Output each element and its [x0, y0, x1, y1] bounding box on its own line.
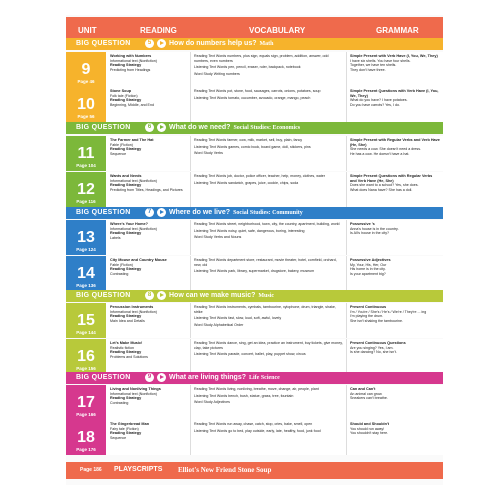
grammar-example: Is Ali's house in the city? [350, 231, 390, 236]
reading-cell [110, 422, 190, 440]
strategy-label: Reading Strategy [110, 350, 142, 355]
strategy-label: Reading Strategy [110, 183, 142, 188]
unit-badge [66, 52, 106, 87]
reading-detail: Problems and Solutions [110, 354, 148, 359]
column-divider [190, 385, 191, 420]
vocabulary-entry: Reading Text Words instruments, cymbals, tambourine, xylophone, drum, triangle, shake, strike [194, 305, 336, 314]
vocabulary-cell [194, 341, 344, 357]
unit-number: 9 [81, 61, 91, 78]
column-divider [346, 385, 347, 420]
grammar-example: Is your apartment big? [350, 271, 386, 276]
grammar-topic: Simple Present with Regular Verbs and Verb Have (He, She) [350, 138, 440, 147]
grammar-topic: Present Continuous Questions [350, 341, 406, 345]
grammar-topic: Can and Can't [350, 387, 376, 391]
question-number-badge: 5 [145, 39, 154, 48]
unit-page: Page 116 [76, 199, 96, 204]
strategy-label: Reading Strategy [110, 98, 142, 103]
big-question-text: What do we need? Social Studies: Economics [169, 124, 301, 131]
grammar-cell [350, 222, 440, 236]
unit-page: Page 104 [76, 163, 96, 168]
vocabulary-entry: Listening Text Words bench, bush, statue, grass, tree, fountain [194, 393, 294, 398]
reading-detail: Predicting from Headings [110, 67, 151, 72]
unit-number: 16 [77, 348, 95, 365]
unit-page: Page 176 [76, 447, 96, 452]
grammar-cell [350, 387, 440, 401]
column-divider [190, 172, 191, 207]
question-number-badge: 8 [145, 291, 154, 300]
unit-page: Page 166 [76, 412, 96, 417]
reading-detail: Contrasting [110, 400, 129, 405]
header-reading: READING [140, 26, 177, 35]
question-number-badge: 6 [145, 123, 154, 132]
reading-cell [110, 387, 190, 405]
big-question-subject: Social Studies: Community [233, 210, 303, 216]
unit-badge [66, 385, 106, 420]
grammar-topic: Possessive 's [350, 222, 375, 226]
reading-detail: Informational text (Nonfiction) [110, 309, 157, 314]
unit-badge [66, 87, 106, 122]
column-divider [190, 87, 191, 122]
vocabulary-entry: Reading Text Words job, doctor, police officer, teacher, help, money, clothes, water [194, 174, 325, 178]
vocabulary-entry: Reading Text Words run away, chase, catch, stop, cries, bake, smell, open [194, 422, 313, 426]
big-question-subject: Music [258, 293, 275, 299]
unit-badge [66, 339, 106, 374]
vocabulary-entry: Word Study Verbs [194, 151, 223, 156]
big-question-text: Where do we live? Social Studies: Community [169, 209, 303, 216]
unit-row [66, 420, 443, 455]
vocabulary-entry: Reading Text Words department store, restaurant, movie theater, hotel, cornfield, orchard, new, old [194, 258, 337, 267]
vocabulary-entry: Word Study Verbs and Nouns [194, 235, 242, 240]
reading-detail: Sequence [110, 435, 127, 440]
column-divider [346, 52, 347, 87]
vocabulary-cell [194, 258, 344, 274]
big-question-banner [66, 122, 443, 134]
big-question-subject: Math [259, 41, 274, 47]
strategy-label: Reading Strategy [110, 63, 142, 68]
reading-cell [110, 89, 190, 107]
grammar-cell [350, 89, 440, 107]
reading-title: City Mouse and Country Mouse [110, 258, 167, 262]
vocabulary-entry: Reading Text Words street, neighborhood, town, city, the country, apartment, building, world [194, 222, 340, 226]
reading-detail: Folk tale (Fiction) [110, 93, 138, 98]
grammar-example: I'm playing the drum. [350, 314, 384, 319]
vocabulary-entry: Word Study Alphabetical Order [194, 322, 244, 327]
grammar-cell [350, 258, 440, 276]
reading-detail: Realistic fiction [110, 345, 134, 350]
grammar-example: They don't have three. [350, 67, 386, 72]
vocabulary-cell [194, 422, 344, 433]
footer-label: PLAYSCRIPTS [114, 466, 163, 473]
strategy-label: Reading Strategy [110, 267, 142, 272]
arrow-icon [157, 373, 166, 382]
unit-badge [66, 172, 106, 207]
grammar-topic: Possessive Adjectives [350, 258, 391, 262]
unit-badge [66, 420, 106, 455]
unit-badge [66, 220, 106, 255]
vocabulary-entry: Listening Text Words tomato, cucumber, avocado, orange, mango, peach [194, 95, 311, 100]
reading-detail: Contrasting [110, 271, 129, 276]
grammar-example: He has a cow. He doesn't have a hat. [350, 151, 410, 156]
unit-page: Page 156 [76, 366, 96, 371]
strategy-label: Reading Strategy [110, 396, 142, 401]
vocabulary-entry: Reading Text Words numbers, plus sign, equals sign, problem, addition, answer, odd numbers, even numbers [194, 54, 329, 63]
question-number-badge: 7 [145, 208, 154, 217]
column-divider [346, 220, 347, 255]
grammar-topic: Simple Present with Verb Have (I, You, We, They) [350, 54, 438, 58]
vocabulary-entry: Reading Text Words farmer, cow, milk, market, sell, buy, plain, fancy [194, 138, 303, 142]
vocabulary-entry: Reading Text Words living, nonliving, breathe, move, change, air, people, plant [194, 387, 319, 391]
reading-title: The Farmer and The Hat [110, 138, 154, 142]
grammar-example: I'm / You're / She's / He's / We're / They're ... ing [350, 309, 427, 314]
reading-detail: Fairy tale (Fiction) [110, 426, 139, 431]
vocabulary-entry: Listening Text Words games, comic book, board game, doll, stickers, pins [194, 144, 311, 149]
vocabulary-entry: Listening Text Words sandwich, grapes, juice, cookie, chips, soda [194, 180, 299, 185]
vocabulary-cell [194, 54, 344, 76]
reading-detail: Informational text (Nonfiction) [110, 58, 157, 63]
column-divider [346, 172, 347, 207]
grammar-topic: Should and Shouldn't [350, 422, 390, 426]
reading-cell [110, 138, 190, 156]
big-question-label: BIG QUESTION [76, 40, 131, 47]
big-question-subject: Social Studies: Economics [233, 125, 301, 131]
question-number-badge: 9 [145, 373, 154, 382]
unit-number: 14 [77, 265, 95, 282]
unit-row [66, 87, 443, 122]
big-question-label: BIG QUESTION [76, 209, 131, 216]
grammar-example: Is she dancing? No, she isn't. [350, 350, 397, 355]
grammar-example: Sneakers can't breathe. [350, 396, 388, 401]
header-grammar: GRAMMAR [376, 26, 419, 35]
reading-detail: Main Idea and Details [110, 318, 145, 323]
footer-titles: Elliot's New Friend Stone Soup [178, 466, 272, 474]
reading-title: Stone Soup [110, 89, 132, 93]
grammar-example: Are you singing? Yes, I am. [350, 345, 394, 350]
reading-title: Living and Nonliving Things [110, 387, 161, 391]
reading-cell [110, 174, 190, 192]
reading-cell [110, 222, 190, 240]
grammar-example: My, Your, His, Her, Our [350, 262, 387, 267]
vocabulary-cell [194, 138, 344, 156]
vocabulary-entry: Listening Text Words go to bed, play outside, early, late, healthy, food, junk food [194, 428, 321, 433]
grammar-example: His home is in the city. [350, 267, 386, 272]
unit-number: 11 [77, 145, 95, 162]
grammar-example: She needs a cow. She doesn't need a dress. [350, 147, 422, 152]
vocabulary-cell [194, 174, 344, 185]
grammar-example: I have six shells. You have four shells. [350, 58, 411, 63]
unit-number: 17 [77, 394, 95, 411]
vocabulary-entry: Reading Text Words pot, stone, food, sausages, carrots, onions, potatoes, soup [194, 89, 321, 93]
unit-page: Page 46 [77, 79, 95, 84]
column-divider [346, 87, 347, 122]
vocabulary-entry: Listening Text Words park, library, supermarket, drugstore, bakery, museum [194, 269, 315, 274]
column-divider [190, 303, 191, 338]
big-question-text: What are living things? Life Science [169, 374, 280, 381]
big-question-text: How do numbers help us? Math [169, 40, 274, 47]
vocabulary-entry: Listening Text Words parade, concert, ballet, play, puppet show, circus [194, 352, 306, 357]
grammar-example: Anna's house is in the country. [350, 226, 399, 231]
column-divider [346, 303, 347, 338]
reading-detail: Fable (Fiction) [110, 142, 133, 147]
vocabulary-cell [194, 89, 344, 100]
grammar-example: Do you have carrots? Yes, I do. [350, 102, 400, 107]
column-divider [346, 420, 347, 455]
arrow-icon [157, 39, 166, 48]
header-unit: UNIT [78, 26, 97, 35]
big-question-banner [66, 290, 443, 302]
unit-number: 18 [77, 429, 95, 446]
vocabulary-cell [194, 387, 344, 405]
reading-detail: Predicting from Titles, Headings, and Pictures [110, 187, 183, 192]
reading-detail: Informational text (Nonfiction) [110, 226, 157, 231]
reading-detail: Labels [110, 235, 121, 240]
unit-page: Page 56 [77, 114, 95, 119]
vocabulary-entry: Listening Text Words pen, pencil, eraser, ruler, backpack, notebook [194, 65, 301, 70]
grammar-example: You should run away! [350, 426, 385, 431]
grammar-cell [350, 138, 440, 156]
reading-detail: Fable (Fiction) [110, 262, 133, 267]
reading-title: Percussion Instruments [110, 305, 154, 309]
unit-row [66, 52, 443, 87]
reading-detail: Informational text (Nonfiction) [110, 391, 157, 396]
grammar-topic: Simple Present Questions with Verb Have (I, You, We, They) [350, 89, 439, 98]
reading-cell [110, 258, 190, 276]
unit-page: Page 136 [76, 283, 96, 288]
reading-title: Working with Numbers [110, 54, 152, 58]
strategy-label: Reading Strategy [110, 147, 142, 152]
vocabulary-entry: Listening Text Words fast, slow, loud, soft, awful, lovely [194, 316, 282, 321]
column-divider [346, 256, 347, 291]
unit-number: 12 [77, 181, 95, 198]
grammar-example: Does she want to a school? Yes, she does. [350, 183, 419, 188]
arrow-icon [157, 208, 166, 217]
unit-row [66, 339, 443, 374]
big-question-label: BIG QUESTION [76, 124, 131, 131]
column-divider [190, 136, 191, 171]
big-question-label: BIG QUESTION [76, 374, 131, 381]
grammar-example: What do you have? I have potatoes. [350, 98, 408, 103]
reading-detail: Beginning, Middle, and End [110, 102, 154, 107]
big-question-banner [66, 207, 443, 219]
big-question-text: How can we make music? Music [169, 292, 275, 299]
big-question-label: BIG QUESTION [76, 292, 131, 299]
column-divider [190, 339, 191, 374]
unit-badge [66, 303, 106, 338]
column-divider [346, 136, 347, 171]
grammar-example: An animal can grow. [350, 391, 383, 396]
vocabulary-cell [194, 305, 344, 327]
unit-row [66, 303, 443, 338]
unit-number: 10 [77, 96, 95, 113]
reading-cell [110, 54, 190, 72]
grammar-example: She isn't shaking the tambourine. [350, 318, 404, 323]
grammar-topic: Simple Present Questions with Regular Verbs and Verb Have (He, She) [350, 174, 433, 183]
unit-page: Page 124 [76, 247, 96, 252]
reading-cell [110, 341, 190, 359]
grammar-example: You shouldn't stay here. [350, 431, 389, 436]
grammar-cell [350, 422, 440, 436]
reading-title: Wants and Needs [110, 174, 142, 178]
column-divider [190, 256, 191, 291]
unit-row [66, 385, 443, 420]
vocabulary-entry: Word Study Writing numbers [194, 71, 240, 76]
unit-number: 15 [77, 312, 95, 329]
unit-row [66, 136, 443, 171]
column-divider [190, 52, 191, 87]
reading-title: The Gingerbread Man [110, 422, 150, 426]
vocabulary-cell [194, 222, 344, 240]
column-divider [190, 420, 191, 455]
grammar-cell [350, 305, 440, 323]
grammar-topic: Present Continuous [350, 305, 387, 309]
grammar-cell [350, 341, 440, 355]
unit-number: 13 [77, 229, 95, 246]
big-question-banner [66, 38, 443, 50]
arrow-icon [157, 123, 166, 132]
reading-title: Where's Your Home? [110, 222, 148, 226]
reading-detail: Sequence [110, 151, 127, 156]
unit-badge [66, 256, 106, 291]
unit-row [66, 256, 443, 291]
vocabulary-entry: Word Study Adjectives [194, 400, 230, 405]
grammar-example: What does Nana have? She has a doll. [350, 187, 413, 192]
strategy-label: Reading Strategy [110, 231, 142, 236]
big-question-subject: Life Science [249, 375, 280, 381]
reading-detail: Informational text (Nonfiction) [110, 178, 157, 183]
reading-title: Let's Make Music! [110, 341, 143, 345]
playscripts-footer [66, 462, 443, 479]
arrow-icon [157, 291, 166, 300]
grammar-cell [350, 174, 440, 192]
unit-badge [66, 136, 106, 171]
strategy-label: Reading Strategy [110, 431, 142, 436]
footer-page: Page 186 [80, 467, 102, 473]
vocabulary-entry: Listening Text Words noisy, quiet, safe, dangerous, boring, interesting [194, 228, 305, 233]
column-divider [190, 220, 191, 255]
header-vocabulary: VOCABULARY [249, 26, 306, 35]
grammar-example: Together, we have ten shells. [350, 63, 397, 68]
unit-page: Page 144 [76, 330, 96, 335]
big-question-banner [66, 372, 443, 384]
reading-cell [110, 305, 190, 323]
unit-row [66, 220, 443, 255]
unit-row [66, 172, 443, 207]
column-divider [346, 339, 347, 374]
strategy-label: Reading Strategy [110, 314, 142, 319]
grammar-cell [350, 54, 440, 72]
vocabulary-entry: Reading Text Words dance, sing, get an idea, practice an instrument, buy tickets, give money, clap, take pictures [194, 341, 343, 350]
